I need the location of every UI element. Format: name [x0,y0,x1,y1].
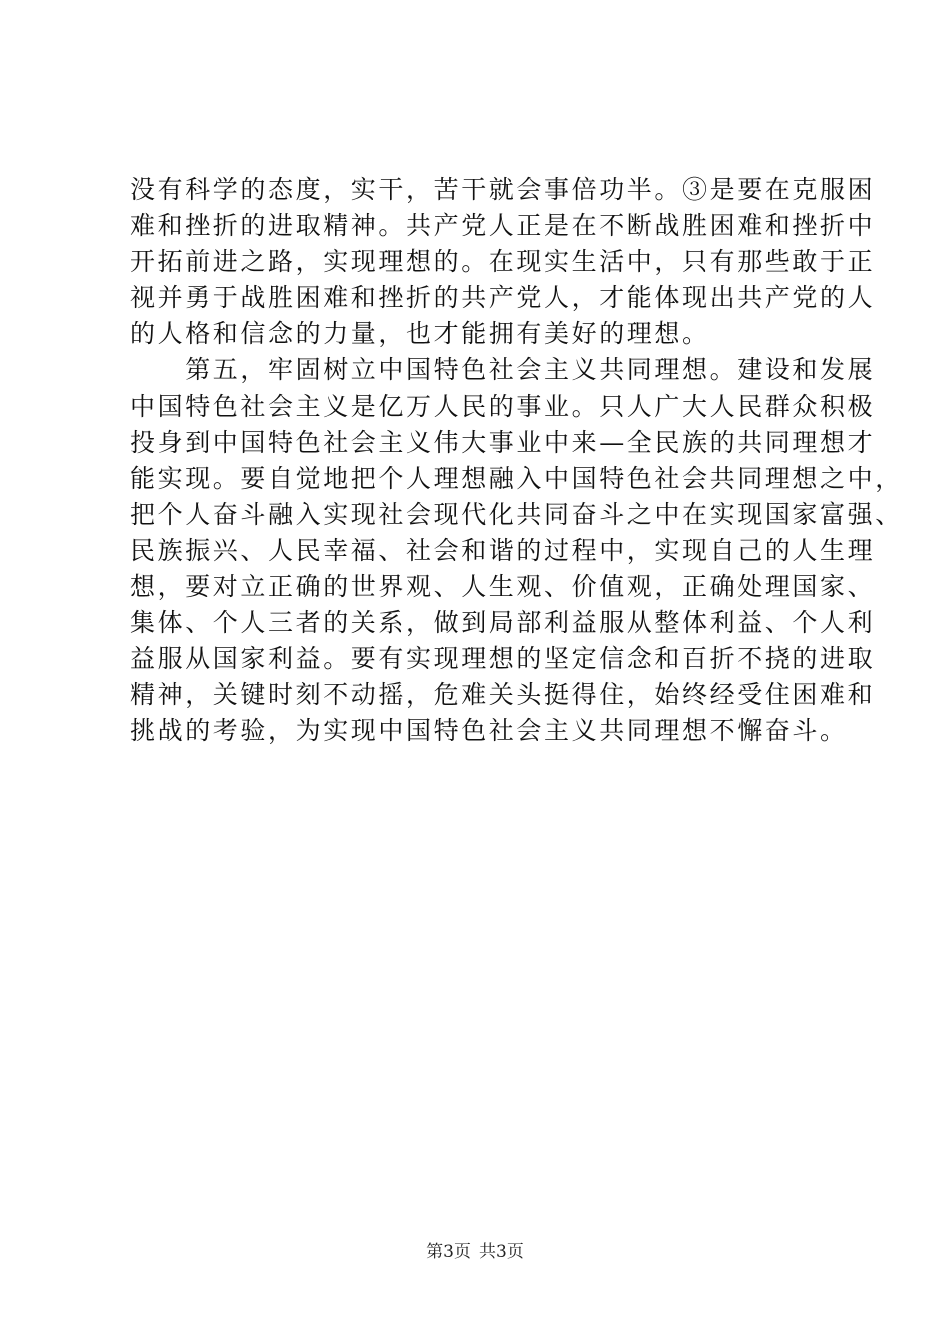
text-line: 民族振兴、人民幸福、社会和谐的过程中，实现自己的人生理 [130,535,876,565]
text-line: 中国特色社会主义是亿万人民的事业。只人广大人民群众积极 [130,391,876,421]
text-line: 视并勇于战胜困难和挫折的共产党人，才能体现出共产党的人 [130,283,876,313]
text-line: 集体、个人三者的关系，做到局部利益服从整体利益、个人利 [130,608,876,638]
text-line: 第五，牢固树立中国特色社会主义共同理想。建设和发展 [130,355,876,385]
text-line: 想，要对立正确的世界观、人生观、价值观，正确处理国家、 [130,572,876,602]
text-line: 投身到中国特色社会主义伟大事业中来—全民族的共同理想才 [130,427,876,457]
text-line: 能实现。要自觉地把个人理想融入中国特色社会共同理想之中， [130,463,903,493]
body-text [130,172,903,750]
text-line: 的人格和信念的力量，也才能拥有美好的理想。 [130,319,710,349]
text-line: 精神，关键时刻不动摇，危难关头挺得住，始终经受住困难和 [130,680,876,710]
text-line: 挑战的考验，为实现中国特色社会主义共同理想不懈奋斗。 [130,716,848,746]
text-line: 开拓前进之路，实现理想的。在现实生活中，只有那些敢于正 [130,247,876,277]
text-line: 益服从国家利益。要有实现理想的坚定信念和百折不挠的进取 [130,644,876,674]
text-line: 把个人奋斗融入实现社会现代化共同奋斗之中在实现国家富强、 [130,499,903,529]
page-number-current: 第3页 [426,1242,471,1262]
text-line: 没有科学的态度，实干，苦干就会事倍功半。③是要在克服困 [130,175,876,204]
page-footer [0,1240,950,1264]
page-number-total: 共3页 [479,1242,524,1262]
text-line: 难和挫折的进取精神。共产党人正是在不断战胜困难和挫折中 [130,211,876,241]
